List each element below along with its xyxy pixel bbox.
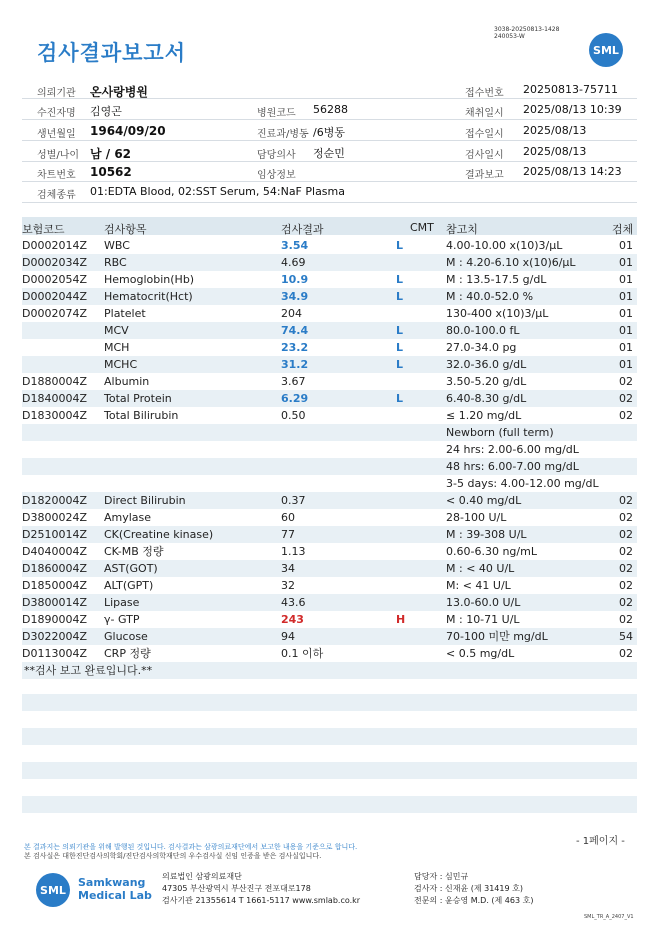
col-specimen: 검체 (612, 223, 634, 236)
blank-row (22, 694, 637, 711)
col-reference: 참고치 (446, 223, 478, 236)
table-row (22, 611, 637, 628)
cell-ref: 6.40-8.30 g/dL (446, 392, 527, 405)
cell-item: RBC (104, 256, 127, 269)
table-row (22, 305, 637, 322)
cell-ref: 4.00-10.00 x(10)3/μL (446, 239, 563, 252)
header-value: 01:EDTA Blood, 02:SST Serum, 54:NaF Plasma (90, 185, 345, 198)
table-row (22, 594, 637, 611)
header-value: 2025/08/13 14:23 (523, 165, 622, 178)
cell-item: MCH (104, 341, 130, 354)
cell-ref: 27.0-34.0 pg (446, 341, 517, 354)
cell-spec: 01 (619, 358, 633, 371)
cell-result: 3.54 (281, 239, 309, 252)
report-complete-row (22, 662, 637, 679)
cell-spec: 02 (619, 528, 633, 541)
cell-ref: < 0.5 mg/dL (446, 647, 515, 660)
cell-code: D1850004Z (22, 579, 87, 592)
header-value: 1964/09/20 (90, 124, 166, 138)
cell-spec: 02 (619, 409, 633, 422)
cell-item: Lipase (104, 596, 140, 609)
cell-ref: 70-100 미만 mg/dL (446, 630, 548, 643)
cell-code: D0002014Z (22, 239, 87, 252)
cell-code: D1880004Z (22, 375, 87, 388)
cell-code: D0002074Z (22, 307, 87, 320)
header-label: 담당의사 (257, 150, 296, 161)
header-value: 56288 (313, 103, 348, 116)
cell-ref: 13.0-60.0 U/L (446, 596, 521, 609)
cell-item: γ- GTP (104, 613, 140, 626)
cell-item: ALT(GPT) (104, 579, 154, 592)
table-row (22, 441, 637, 458)
cell-result: 10.9 (281, 273, 309, 286)
cell-result: 32 (281, 579, 295, 592)
header-label: 검사일시 (465, 150, 504, 161)
cell-result: 243 (281, 613, 304, 626)
cell-item: CK(Creatine kinase) (104, 528, 214, 541)
cell-code: D1890004Z (22, 613, 87, 626)
cell-flag: L (396, 358, 404, 371)
cell-flag: L (396, 273, 404, 286)
header-label: 성별/나이 (37, 150, 80, 161)
cell-code: D1840004Z (22, 392, 87, 405)
document-id: 3038-20250813-1428 240053-W (494, 26, 560, 40)
col-result: 검사결과 (281, 223, 324, 236)
col-insurance-code: 보험코드 (22, 223, 65, 236)
cell-result: 0.37 (281, 494, 306, 507)
header-label: 의뢰기관 (37, 88, 76, 99)
footer-address: 의료법인 삼광의료재단 47305 부산광역시 부산진구 전포대로178 검사기관 21355614 T 1661-5117 www.smlab.co.kr (162, 872, 361, 905)
disclaimer-note-1: 본 결과지는 의뢰기관을 위해 발행된 것입니다. 검사결과는 삼광의료재단에서 보고한 내용을 기준으로 합니다. (24, 843, 358, 851)
cell-item: CRP 정량 (104, 647, 151, 660)
cell-ref: < 0.40 mg/dL (446, 494, 522, 507)
cell-ref: 80.0-100.0 fL (446, 324, 520, 337)
table-row (22, 458, 637, 475)
cell-item: CK-MB 정량 (104, 545, 164, 558)
header-divider (22, 202, 637, 203)
table-row (22, 560, 637, 577)
cell-code: D3800024Z (22, 511, 87, 524)
cell-code: D1830004Z (22, 409, 87, 422)
cell-spec: 02 (619, 562, 633, 575)
cell-item: Hematocrit(Hct) (104, 290, 193, 303)
header-label: 생년월일 (37, 129, 76, 140)
table-row (22, 577, 637, 594)
header-label: 임상정보 (257, 170, 296, 181)
cell-ref: 28-100 U/L (446, 511, 507, 524)
header-label: 수진자명 (37, 108, 76, 119)
table-row (22, 237, 637, 254)
cell-spec: 01 (619, 239, 633, 252)
table-row (22, 373, 637, 390)
cell-ref: M : 40.0-52.0 % (446, 290, 534, 303)
cell-result: 3.67 (281, 375, 306, 388)
header-label: 진료과/병동 (257, 129, 309, 140)
header-label: 채취일시 (465, 108, 504, 119)
cell-spec: 01 (619, 273, 633, 286)
cell-result: 34 (281, 562, 295, 575)
cell-item: Hemoglobin(Hb) (104, 273, 195, 286)
header-value: 온사랑병원 (90, 85, 148, 99)
table-row (22, 645, 637, 662)
form-code: SML_TR_A_2407_V1 (584, 914, 634, 920)
cell-item: Amylase (104, 511, 152, 524)
header-label: 검체종류 (37, 190, 76, 201)
header-value: 20250813-75711 (523, 83, 618, 96)
table-row (22, 492, 637, 509)
cell-code: D3022004Z (22, 630, 87, 643)
header-value: /6병동 (313, 126, 345, 139)
cell-result: 31.2 (281, 358, 309, 371)
header-value: 남 / 62 (90, 147, 132, 161)
blank-row (22, 762, 637, 779)
cell-spec: 01 (619, 290, 633, 303)
table-row (22, 424, 637, 441)
cell-ref: 3-5 days: 4.00-12.00 mg/dL (446, 477, 599, 490)
cell-code: D1860004Z (22, 562, 87, 575)
cell-flag: H (396, 613, 406, 626)
cell-spec: 02 (619, 494, 633, 507)
table-row (22, 543, 637, 560)
cell-result: 6.29 (281, 392, 309, 405)
page-title: 검사결과보고서 (37, 41, 187, 65)
cell-result: 0.1 이하 (281, 647, 324, 660)
cell-result: 0.50 (281, 409, 306, 422)
col-cmt: CMT (410, 221, 434, 234)
page-indicator: - 1페이지 - (576, 836, 625, 847)
cell-flag: L (396, 341, 404, 354)
cell-code: D0002054Z (22, 273, 87, 286)
cell-ref: M : 13.5-17.5 g/dL (446, 273, 547, 286)
cell-ref: M : < 40 U/L (446, 562, 515, 575)
cell-spec: 01 (619, 307, 633, 320)
footer-staff: 담당자 : 심민규 검사자 : 신재윤 (제 31419 호) 전문의 : 윤승영 M.D. (제 463 호) (414, 872, 534, 905)
cell-code: D1820004Z (22, 494, 87, 507)
cell-item: MCV (104, 324, 129, 337)
table-row (22, 390, 637, 407)
blank-row (22, 728, 637, 745)
cell-ref: 32.0-36.0 g/dL (446, 358, 527, 371)
cell-flag: L (396, 392, 404, 405)
header-label: 결과보고 (465, 170, 504, 181)
cell-result: 77 (281, 528, 295, 541)
cell-spec: 02 (619, 579, 633, 592)
header-value: 2025/08/13 (523, 124, 587, 137)
cell-spec: 01 (619, 341, 633, 354)
cell-code: D0002044Z (22, 290, 87, 303)
header-label: 차트번호 (37, 170, 76, 181)
cell-item: WBC (104, 239, 130, 252)
cell-item: MCHC (104, 358, 138, 371)
cell-ref: 48 hrs: 6.00-7.00 mg/dL (446, 460, 579, 473)
table-row (22, 288, 637, 305)
cell-ref: M : 10-71 U/L (446, 613, 520, 626)
table-row (22, 254, 637, 271)
cell-ref: Newborn (full term) (446, 426, 554, 439)
table-row (22, 322, 637, 339)
cell-ref: M : 39-308 U/L (446, 528, 527, 541)
header-label: 접수일시 (465, 129, 504, 140)
cell-spec: 02 (619, 613, 633, 626)
disclaimer-note-2: 본 검사실은 대한진단검사의학회/진단검사의학재단의 우수검사실 신임 인증을 받은 검사실입니다. (24, 852, 322, 860)
cell-flag: L (396, 290, 404, 303)
cell-code: D2510014Z (22, 528, 87, 541)
table-row (22, 271, 637, 288)
cell-item: Direct Bilirubin (104, 494, 186, 507)
header-divider (22, 140, 637, 141)
cell-code: D4040004Z (22, 545, 87, 558)
cell-ref: 130-400 x(10)3/μL (446, 307, 549, 320)
footer-brand: Samkwang Medical Lab (78, 876, 152, 902)
table-row (22, 339, 637, 356)
cell-flag: L (396, 324, 404, 337)
table-row (22, 407, 637, 424)
cell-result: 43.6 (281, 596, 306, 609)
header-value: 10562 (90, 165, 132, 179)
table-row (22, 356, 637, 373)
table-row (22, 475, 637, 492)
col-test-item: 검사항목 (104, 223, 147, 236)
cell-item: Glucose (104, 630, 148, 643)
blank-row (22, 796, 637, 813)
cell-item: Albumin (104, 375, 150, 388)
cell-item: Total Bilirubin (104, 409, 179, 422)
cell-result: 4.69 (281, 256, 306, 269)
cell-spec: 01 (619, 256, 633, 269)
cell-item: Total Protein (104, 392, 172, 405)
cell-spec: 02 (619, 375, 633, 388)
cell-spec: 02 (619, 392, 633, 405)
table-row (22, 509, 637, 526)
cell-item: AST(GOT) (104, 562, 158, 575)
cell-ref: 0.60-6.30 ng/mL (446, 545, 537, 558)
header-value: 김영곤 (90, 105, 122, 118)
cell-ref: 3.50-5.20 g/dL (446, 375, 527, 388)
header-value: 2025/08/13 10:39 (523, 103, 622, 116)
cell-code: D0113004Z (22, 647, 87, 660)
cell-ref: M : 4.20-6.10 x(10)6/μL (446, 256, 576, 269)
cell-result: 1.13 (281, 545, 306, 558)
cell-ref: M: < 41 U/L (446, 579, 511, 592)
footer-sml-logo: SML (36, 873, 70, 907)
cell-ref: 24 hrs: 2.00-6.00 mg/dL (446, 443, 579, 456)
table-row (22, 628, 637, 645)
header-label: 병원코드 (257, 108, 296, 119)
cell-item: Platelet (104, 307, 146, 320)
header-divider (22, 181, 637, 182)
cell-spec: 02 (619, 511, 633, 524)
cell-result: 34.9 (281, 290, 309, 303)
cell-spec: 02 (619, 545, 633, 558)
cell-spec: 54 (619, 630, 633, 643)
cell-ref: ≤ 1.20 mg/dL (446, 409, 522, 422)
header-label: 접수번호 (465, 88, 504, 99)
header-value: 2025/08/13 (523, 145, 587, 158)
sml-logo: SML (589, 33, 623, 67)
cell-result: 60 (281, 511, 295, 524)
cell-code: D3800014Z (22, 596, 87, 609)
cell-spec: 02 (619, 647, 633, 660)
table-row (22, 526, 637, 543)
cell-result: 74.4 (281, 324, 309, 337)
cell-result: 23.2 (281, 341, 309, 354)
report-complete-text: **검사 보고 완료입니다.** (24, 664, 153, 677)
cell-code: D0002034Z (22, 256, 87, 269)
cell-result: 94 (281, 630, 295, 643)
cell-flag: L (396, 239, 404, 252)
cell-spec: 02 (619, 596, 633, 609)
cell-spec: 01 (619, 324, 633, 337)
cell-result: 204 (281, 307, 302, 320)
header-value: 정순민 (313, 147, 345, 160)
header-divider (22, 119, 637, 120)
